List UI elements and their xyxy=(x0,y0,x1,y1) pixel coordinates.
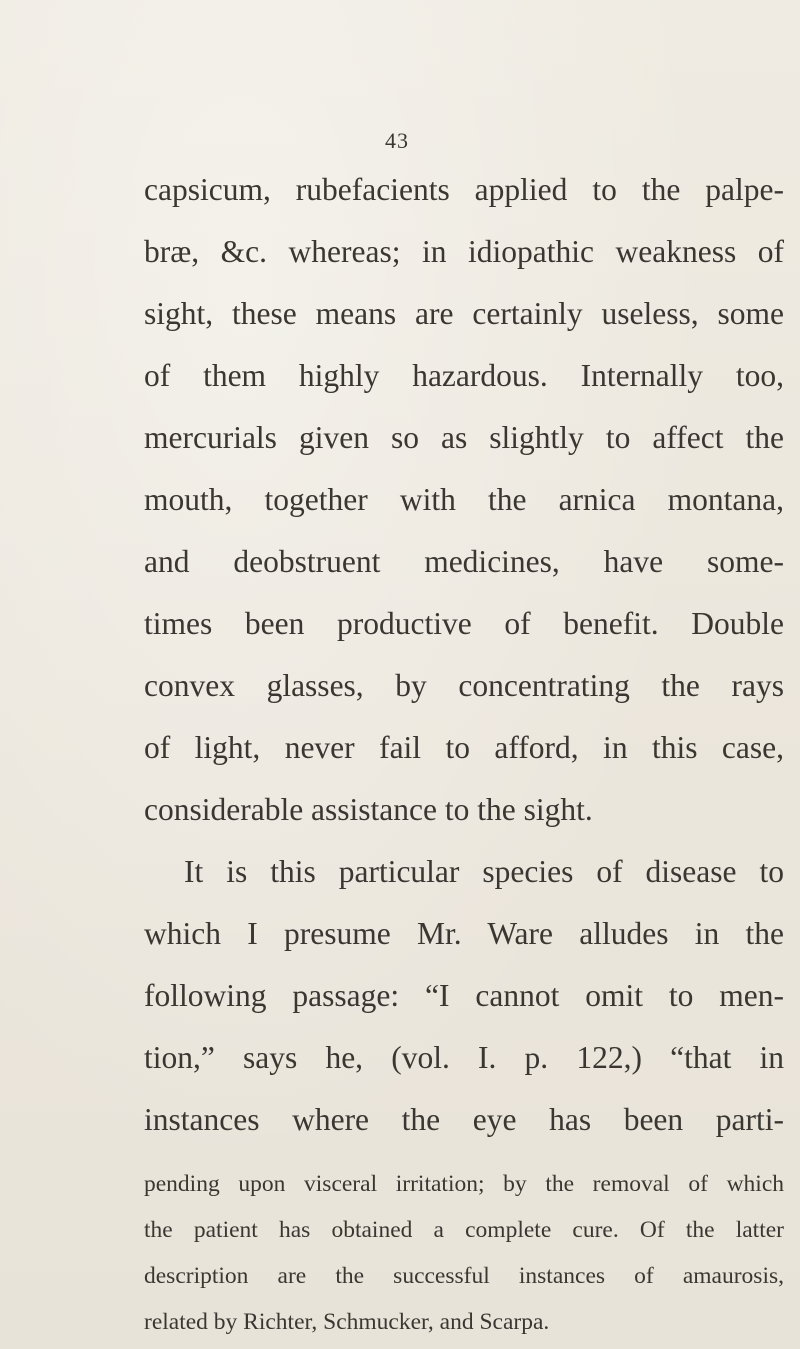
text-line: capsicum, rubefacients applied to the palpe- xyxy=(144,172,784,207)
text-line: It is this particular species of disease to xyxy=(184,854,784,889)
page-number: 43 xyxy=(385,128,409,153)
text-line: and deobstruent medicines, have some- xyxy=(144,544,784,579)
text-line: instances where the eye has been parti- xyxy=(144,1102,784,1137)
text-line: bræ, &c. whereas; in idiopathic weakness of xyxy=(144,234,784,269)
text-line: times been productive of benefit. Double xyxy=(144,606,784,641)
quote-line: pending upon visceral irritation; by the removal of which xyxy=(144,1171,784,1197)
text-line: considerable assistance to the sight. xyxy=(144,792,593,827)
quote-line: description are the successful instances of amaurosis, xyxy=(144,1263,784,1289)
text-line: mouth, together with the arnica montana, xyxy=(144,482,784,517)
text-line: convex glasses, by concentrating the rays xyxy=(144,668,784,703)
text-line: of light, never fail to afford, in this case, xyxy=(144,730,784,765)
text-line: sight, these means are certainly useless, some xyxy=(144,296,784,331)
text-line: which I presume Mr. Ware alludes in the xyxy=(144,916,784,951)
text-line: of them highly hazardous. Internally too, xyxy=(144,358,784,393)
quote-line: related by Richter, Schmucker, and Scarpa. xyxy=(144,1309,550,1335)
text-line: following passage: “I cannot omit to men- xyxy=(144,978,784,1013)
text-line: mercurials given so as slightly to affect the xyxy=(144,420,784,455)
text-line: tion,” says he, (vol. I. p. 122,) “that in xyxy=(144,1040,784,1075)
quote-line: the patient has obtained a complete cure. Of the latter xyxy=(144,1217,784,1243)
